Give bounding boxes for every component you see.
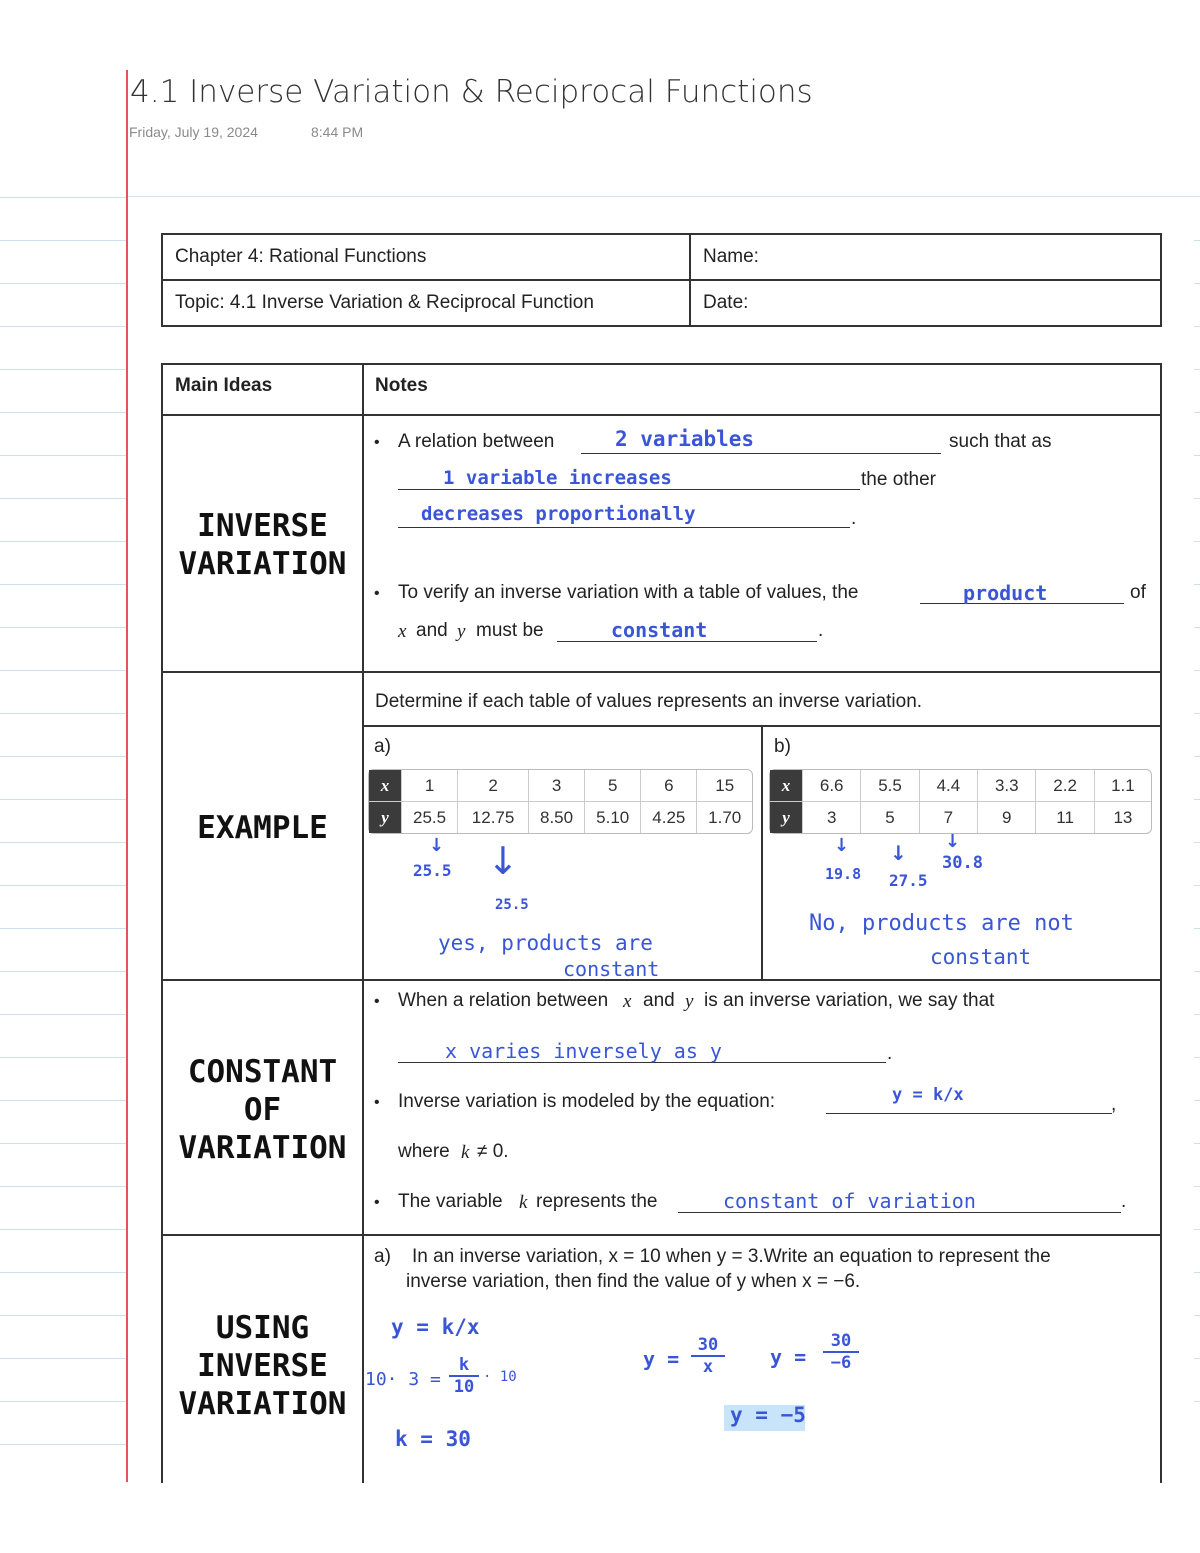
example-prompt: Determine if each table of values represents an inverse variation. — [375, 691, 923, 712]
notes-table: Main Ideas Notes INVERSE VARIATION • A relation between 2 variables such that as 1 variable increases the other decreases proportionally . • To verify an inverse variation with a table of values, the product of x and y must be constant . EXAMPLE Determine if each table of values represents an inverse variation. a) b) x 1 2 3 5 6 15 y 25.5 12.75 8.50 5.10 4.25 1.70 x 6.6 5.5 4.4 3.3 2.2 1.1 y 3 5 7 9 11 13 ↓ 25.5 ↓ 25.5 yes, products are constant ↓ 19.8 ↓ 27.5 ↓ 30.8 No, products are not constant CONSTANT OF VARIATION • When a relation between x and y is an inverse variation, we say that x varies inversely as y . • Inverse variation is modeled by the equation: y = k/x , where k ≠ 0. • The variable k represents the constant of variation . USING INVERSE VARIATION a) In an inverse variation, x = 10 when y = 3.Write an equation to represent the inverse variation, then find the value of y when x = −6. y = k/x 10· 3 = k 10 · 10 k = 30 y = 30 x y = 30 −6 y = −5 — [161, 363, 1162, 1483]
hw-k-value: k = 30 — [395, 1427, 471, 1451]
arrow-down-icon: ↓ — [487, 839, 519, 883]
hw-step-substitute: 10· 3 = — [365, 1369, 441, 1390]
notes-heading: Notes — [375, 375, 428, 396]
hw-fraction: 30 −6 — [823, 1331, 859, 1373]
hw-a-product-2: 25.5 — [495, 897, 529, 913]
hw-fraction: k 10 — [449, 1355, 479, 1397]
iv-text-verify: To verify an inverse variation with a table of values, the — [398, 582, 859, 603]
chapter-cell: Chapter 4: Rational Functions — [162, 234, 690, 280]
main-ideas-heading: Main Ideas — [175, 375, 273, 396]
title-divider — [128, 196, 1200, 197]
row-divider — [163, 979, 1160, 981]
row-divider — [163, 671, 1160, 673]
hw-b-product-3: 30.8 — [942, 853, 983, 873]
example-title: EXAMPLE — [197, 810, 328, 846]
hw-step-equation: y = k/x — [391, 1315, 480, 1339]
table-b-y-row: y 3 5 7 9 11 13 — [770, 802, 1151, 833]
hw-answer: y = −5 — [730, 1403, 806, 1427]
table-a-y-row: y 25.5 12.75 8.50 5.10 4.25 1.70 — [369, 802, 752, 833]
arrow-down-icon: ↓ — [945, 831, 961, 852]
hw-equation: y = k/x — [892, 1085, 964, 1105]
header-table — [161, 233, 1162, 327]
using-question-line-2: inverse variation, then find the value of y when x = −6. — [406, 1271, 861, 1292]
name-cell[interactable]: Name: — [690, 234, 1161, 280]
example-divider — [761, 727, 763, 979]
hw-decreases: decreases proportionally — [421, 503, 696, 525]
hw-two-variables: 2 variables — [615, 427, 755, 451]
hw-a-answer-2: constant — [563, 957, 660, 981]
iv-text-such: such that as — [949, 431, 1052, 452]
page-title[interactable]: 4.1 Inverse Variation & Reciprocal Functions — [130, 74, 813, 110]
hw-a-answer-1: yes, products are — [438, 931, 653, 955]
arrow-down-icon: ↓ — [429, 835, 445, 856]
using-inverse-variation-title: USING INVERSE VARIATION — [178, 1310, 347, 1422]
hw-fraction: 30 x — [691, 1335, 725, 1377]
column-divider — [362, 365, 364, 1483]
hw-y-equals: y = — [643, 1347, 680, 1371]
inverse-variation-title: INVERSE VARIATION — [178, 508, 347, 582]
table-a-x-row: x 1 2 3 5 6 15 — [369, 770, 752, 802]
example-part-a: a) — [374, 736, 391, 757]
iv-text-other: the other — [861, 469, 936, 490]
date-cell[interactable]: Date: — [690, 280, 1161, 326]
example-part-b: b) — [774, 736, 791, 757]
topic-cell: Topic: 4.1 Inverse Variation & Reciprocal Function — [162, 280, 690, 326]
hw-a-product-1: 25.5 — [413, 861, 452, 880]
hw-b-answer-1: No, products are not — [809, 911, 1074, 936]
hw-y-equals: y = — [770, 1345, 807, 1369]
hw-constant: constant — [611, 618, 708, 642]
iv-text-1: A relation between — [398, 431, 555, 452]
hw-one-variable: 1 variable increases — [443, 467, 672, 489]
row-divider — [163, 1234, 1160, 1236]
table-b — [769, 769, 1152, 834]
margin-line — [126, 70, 128, 1482]
page-time: 8:44 PM — [311, 124, 364, 140]
table-a — [368, 769, 753, 834]
hw-b-answer-2: constant — [930, 945, 1032, 969]
constant-of-variation-title: CONSTANT OF VARIATION — [178, 1054, 347, 1166]
hw-constant-of-variation: constant of variation — [723, 1189, 976, 1213]
arrow-down-icon: ↓ — [890, 841, 907, 865]
using-question-line-1: In an inverse variation, x = 10 when y = 3.Write an equation to represent the — [412, 1246, 1051, 1267]
hw-b-product-2: 27.5 — [889, 871, 928, 890]
table-b-x-row: x 6.6 5.5 4.4 3.3 2.2 1.1 — [770, 770, 1151, 802]
page-date: Friday, July 19, 2024 — [129, 124, 258, 140]
hw-varies-inversely: x varies inversely as y — [445, 1039, 722, 1063]
hw-product: product — [963, 581, 1048, 605]
arrow-down-icon: ↓ — [834, 835, 850, 856]
hw-b-product-1: 19.8 — [825, 865, 862, 883]
row-divider — [163, 414, 1160, 416]
